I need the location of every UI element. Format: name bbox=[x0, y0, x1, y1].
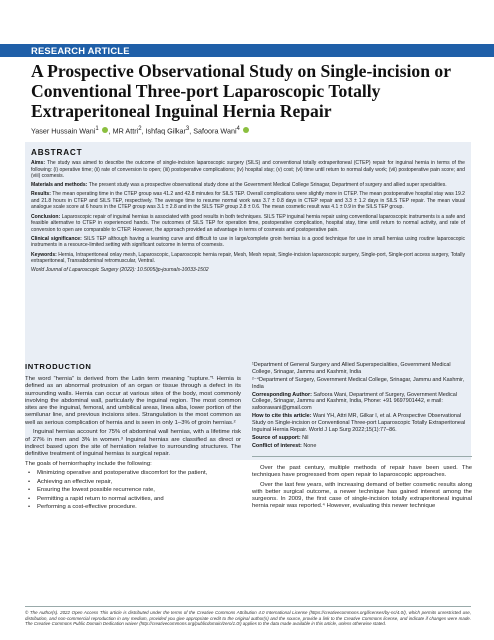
author-list: Yaser Hussain Wani$^1$ , MR Attri$^2$, Ishfaq Gilkar$^3$, Safoora Wani$^4$ bbox=[31, 126, 471, 135]
author-name[interactable]: MR Attri bbox=[112, 126, 139, 136]
orcid-icon[interactable] bbox=[102, 127, 108, 133]
how-to-cite: How to cite this article: Wani YH, Attri MR, Gilkar I, et al. A Prospective Observational Study on Single-incision or Conventional Three-port Laparoscopic Totally Extraperitoneal Inguinal Hernia Repair. World J Lap Surg 2022;15(1):77–86. bbox=[252, 413, 466, 433]
list-item: • Achieving an effective repair, bbox=[28, 479, 241, 486]
article-type-banner: RESEARCH ARTICLE bbox=[0, 44, 494, 57]
abstract-methods: Materials and methods: The present study was a prospective observational study done at the Government Medical College Srinagar, Department of surgery and allied super specialities. bbox=[31, 182, 447, 189]
introduction-heading: INTRODUCTION bbox=[25, 362, 92, 371]
abstract-clinical-significance: Clinical significance: SILS TEP although having a learning curve and difficult to use in large/complete groin hernias is a good technique for use in small hernias using routine laparoscopic instruments in a resource-limited setting with significant outcome in terms of cosmesis. bbox=[31, 235, 466, 249]
journal-citation-line: World Journal of Laparoscopic Surgery (2022): 10.5005/jp-journals-10033-1502 bbox=[31, 267, 209, 274]
intro-paragraph: The goals of herniorrhaphy include the following: bbox=[25, 460, 152, 467]
body-paragraph: Over the past century, multiple methods of repair have been used. The techniques have progressed from open repair to laparoscopic approaches. bbox=[252, 464, 472, 479]
orcid-icon[interactable] bbox=[243, 127, 249, 133]
body-paragraph: Over the last few years, with increasing demand of better cosmetic results along with better surgical outcome, a newer technique has gained interest among the surgeons. In 2009, the first case of single-incision totally extraperitoneal inguinal hernia repair was reported.⁴ However, evaluating this newer technique bbox=[252, 481, 472, 510]
article-title: A Prospective Observational Study on Single-incision or Conventional Three-port Laparoscopic Totally Extraperitoneal Inguinal Hernia Repair bbox=[31, 61, 451, 121]
abstract-aims: Aims: The study was aimed to describe the outcome of single-incision laparoscopic surgery (SILS) and conventional totally extraperitoneal (CTEP) repair for inguinal hernia in terms of the following: (i) operative time; (ii) rate of conversion to open; (iii) postoperative complications; (iv) hospital stay; (v) cost; (vi) time until return to normal daily work; (vii) postoperative pain score; and (viii) cosmesis. bbox=[31, 160, 465, 180]
article-info-block bbox=[252, 362, 472, 457]
author-affiliation-sup: 3 bbox=[185, 126, 190, 132]
right-column bbox=[252, 362, 472, 513]
corresponding-author: Corresponding Author: Safoora Wani, Department of Surgery, Government Medical College, Srinagar, Jammu and Kashmir, India, Phone: +91 9697901442, e mail: safoorawani@gmail.com bbox=[252, 391, 457, 412]
list-item: • Permitting a rapid return to normal activities, and bbox=[28, 496, 241, 503]
abstract-heading: ABSTRACT bbox=[31, 148, 83, 157]
author-affiliation-sup: 1 bbox=[95, 126, 99, 132]
author-name[interactable]: Yaser Hussain Wani bbox=[31, 126, 96, 136]
abstract-results: Results: The mean operating time in the CTEP group was 41.2 and 42.8 minutes for SILS TEP. Overall complications were slightly more in CTEP. The mean postoperative hospital stay was 19.2 and 21.8 hours in CTEP and SILS TEP, respectively. The average time to resume normal work was 3.7 ± 0.8 days in CTEP repair and 3.3 ± 1.2 days in SILS TEP repair. The mean visual analogue scale score at 6 hours in the CTEP group was 3.1 ± 2.8 and in the SILS TEP group 2.8 ± 0.6. The mean cosmetic result was 4.1 ± 0.9 in the SILS TEP group. bbox=[31, 191, 465, 211]
author-affiliation-sup: 4 bbox=[236, 126, 240, 132]
goals-list bbox=[28, 470, 241, 511]
list-item: • Minimizing operative and postoperative discomfort for the patient, bbox=[28, 470, 241, 477]
license-footer: © The Author(s). 2022 Open Access This article is distributed under the terms of the Creative Commons Attribution 4.0 International License (https://creativecommons.org/licenses/by-nc/4.0/), which permits unrestricted use, distribution, and non-commercial reproduction in any medium, provided you give appropriate credit to the original author(s) and the source, provide a link to the Creative Commons license, and indicate if changes were made. The Creative Commons Public Domain Dedication waiver (http://creativecommons.org/publicdomain/zero/1.0/) applies to the data made available in this article, unless otherwise stated. bbox=[25, 606, 471, 627]
abstract-keywords: Keywords: Hernia, Intraperitoneal onlay mesh, Laparoscopic, Laparoscopic hernia repair, Mesh, Mesh repair, Single-incision laparoscopic surgery, Single-port, Single-port access surgery, Totally extraperitoneal, Transabdominal retromuscular, Ventral. bbox=[31, 251, 465, 265]
source-of-support: Source of support: Nil bbox=[252, 434, 309, 441]
left-column bbox=[25, 362, 241, 513]
intro-paragraph: The word “hernia” is derived from the Latin term meaning “rupture.”¹ Hernia is defined as an abnormal protrusion of an organ or tissue through a defect in its surrounding walls. Hernia can occur at various sites of the body, most commonly involving the abdominal wall, particularly the inguinal region. The most common sites are the inguinal, femoral, and umbilical areas, linea alba, lower portion of the semilunar line, and previous incisions sites. Strangulation is the most common as well as serious complication of hernia and is seen in only 1–3% of groin hernias.² bbox=[25, 376, 241, 426]
conflict-of-interest: Conflict of interest: None bbox=[252, 442, 317, 449]
affiliation: ¹Department of General Surgery and Allied Superspecialities, Government Medical College, Srinagar, Jammu and Kashmir, India bbox=[252, 362, 451, 375]
author-name[interactable]: Safoora Wani bbox=[193, 126, 237, 136]
author-affiliation-sup: 2 bbox=[138, 126, 142, 132]
intro-paragraph: Inguinal hernias account for 75% of abdominal wall hernias, with a lifetime risk of 27% in men and 3% in women.³ Inguinal hernias are classified as direct or indirect based upon the site of herniation relative to surrounding structures. The definitive treatment of inguinal hernias is surgical repair. bbox=[25, 429, 241, 458]
list-item: • Ensuring the lowest possible recurrence rate, bbox=[28, 487, 241, 494]
abstract-conclusion: Conclusion: Laparoscopic repair of inguinal hernias is associated with good results in both techniques. SILS TEP inguinal hernia repair using conventional laparoscopic instruments is a safe and feasible alternative to CTEP in experienced hands. The outcomes of SILS TEP for operation time, postoperative complication, hospital stay, time until return to normal activity, and rate of conversion to open are comparable to CTEP. However, the approach provided an advantage in terms of cosmesis and postoperative pain. bbox=[31, 213, 465, 233]
list-item: • Performing a cost-effective procedure. bbox=[28, 504, 241, 511]
author-name[interactable]: Ishfaq Gilkar bbox=[145, 126, 186, 136]
affiliation: ²⁻⁴Department of Surgery, Government Medical College, Srinagar, Jammu and Kashmir, India bbox=[252, 376, 465, 390]
